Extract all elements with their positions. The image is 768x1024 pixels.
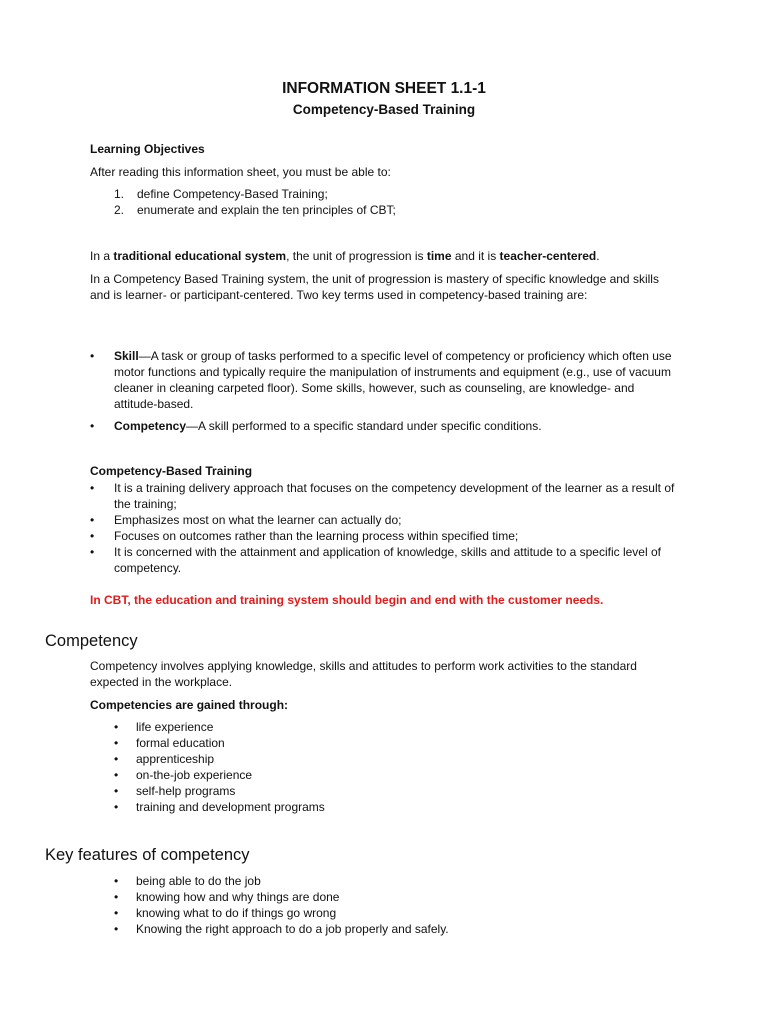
key-terms-list: [90, 348, 680, 434]
competencies-gained-list: [114, 719, 325, 815]
competency-heading: Competency: [45, 632, 138, 650]
list-item: • apprenticeship: [114, 752, 215, 766]
list-item: 1. define Competency-Based Training;: [114, 187, 328, 201]
key-term-skill: • Skill—A task or group of tasks performed to a specific level of competency or proficiency which often use motor functions and typically require the manipulation of instruments and equipment (e.g., use of vacuum cleaner in cleaning carpeted floor). Some skills, however, such as counseling, are knowledge- and attitude-based.: [90, 349, 672, 411]
list-item: • knowing how and why things are done: [114, 890, 340, 904]
list-item: • training and development programs: [114, 800, 325, 814]
objectives-heading: Learning Objectives: [90, 142, 205, 156]
sheet-title: INFORMATION SHEET 1.1-1: [282, 80, 486, 97]
key-term-competency: • Competency—A skill performed to a specific standard under specific conditions.: [90, 419, 542, 433]
list-item: • self-help programs: [114, 784, 236, 798]
traditional-system-paragraph: In a traditional educational system, the unit of progression is time and it is teacher-centered.: [90, 249, 600, 263]
list-item: • Knowing the right approach to do a job properly and safely.: [114, 922, 449, 936]
list-item: • life experience: [114, 720, 214, 734]
cbt-heading: Competency-Based Training: [90, 464, 253, 478]
competencies-gained-label: Competencies are gained through:: [90, 698, 289, 712]
list-item: • Emphasizes most on what the learner can actually do;: [90, 513, 402, 527]
objectives-list: [114, 186, 396, 218]
cbt-list: [90, 480, 680, 576]
list-item: • being able to do the job: [114, 874, 261, 888]
list-item: • knowing what to do if things go wrong: [114, 906, 337, 920]
list-item: • on-the-job experience: [114, 768, 253, 782]
key-features-list: [114, 873, 449, 937]
list-item: 2. enumerate and explain the ten principles of CBT;: [114, 203, 396, 217]
list-item: • It is a training delivery approach that focuses on the competency development of the learner as a result of the training;: [90, 481, 675, 511]
key-features-heading: Key features of competency: [45, 846, 250, 864]
sheet-subtitle: Competency-Based Training: [292, 102, 476, 117]
cbt-customer-note: In CBT, the education and training system should begin and end with the customer needs.: [90, 593, 604, 607]
list-item: • Focuses on outcomes rather than the learning process within specified time;: [90, 529, 519, 543]
list-item: • formal education: [114, 736, 225, 750]
objectives-intro: After reading this information sheet, you must be able to:: [90, 165, 391, 179]
cbt-system-paragraph: In a Competency Based Training system, the unit of progression is mastery of specific knowledge and skills and is learner- or participant-centered. Two key terms used in competency-based training are:: [90, 272, 659, 302]
competency-intro: Competency involves applying knowledge, skills and attitudes to perform work activities to the standard expected in the workplace.: [90, 659, 637, 689]
list-item: • It is concerned with the attainment and application of knowledge, skills and attitude to a specific level of competency.: [90, 545, 661, 575]
